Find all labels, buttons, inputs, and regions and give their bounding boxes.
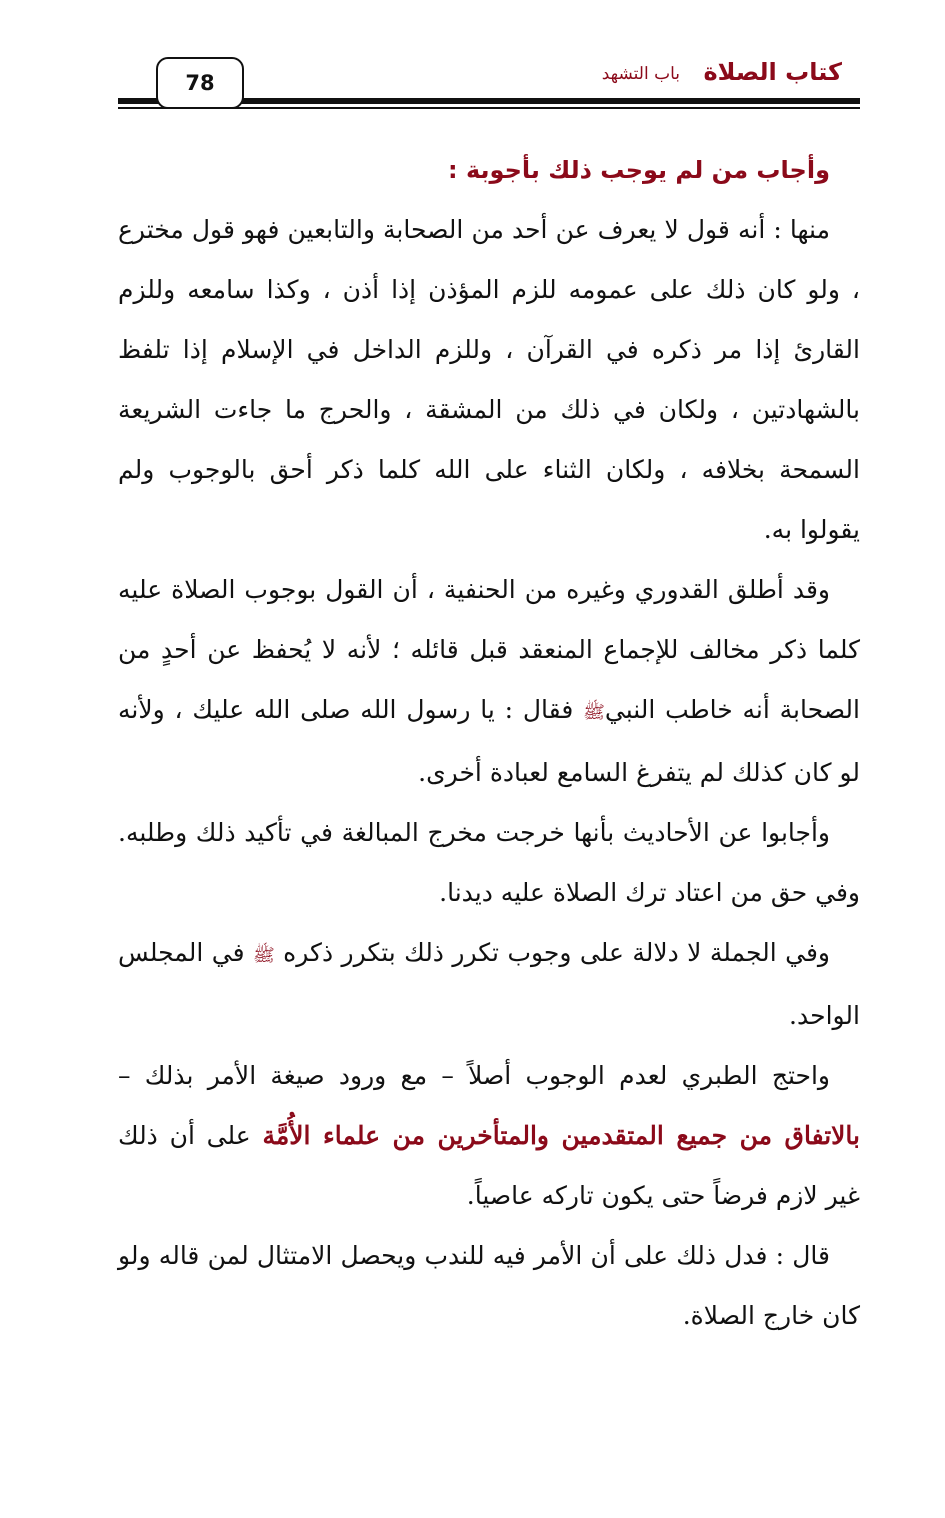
paragraph-2-part-b: فقال : يا رسول الله صلى الله عليك ، ولأنه لو كان كذلك لم يتفرغ السامع لعبادة أخرى. [118, 695, 860, 787]
salawat-symbol: ﷺ [252, 945, 275, 966]
paragraph-5-part-a: واحتج الطبري لعدم الوجوب أصلاً – مع ورود صيغة الأمر بذلك – [118, 1061, 830, 1090]
paragraph-5-part-b: على أن ذلك غير لازم فرضاً حتى يكون تاركه عاصياً. [118, 1121, 860, 1210]
page-body [118, 140, 860, 1346]
paragraph-2 [118, 560, 860, 803]
paragraph-1: منها : أنه قول لا يعرف عن أحد من الصحابة والتابعين فهو قول مخترع ، ولو كان ذلك على عمومه للزم المؤذن إذا أذن ، وكذا سامعه وللزم القارئ إذا مر ذكره في القرآن ، وللزم الداخل في الإسلام إذا تلفظ بالشهادتين ، ولكان في ذلك من المشقة ، والحرج ما جاءت الشريعة السمحة بخلافه ، ولكان الثناء على الله كلما ذكر أحق بالوجوب ولم يقولوا به. [118, 215, 860, 544]
paragraph-3: وأجابوا عن الأحاديث بأنها خرجت مخرج المبالغة في تأكيد ذلك وطلبه. وفي حق من اعتاد ترك الصلاة عليه ديدنا. [118, 818, 860, 907]
highlighted-phrase: بالاتفاق من جميع المتقدمين والمتأخرين من علماء الأُمَّة [262, 1121, 861, 1150]
page-number-text: 78 [185, 71, 215, 95]
book-title: كتاب الصلاة [703, 58, 842, 86]
page-header [0, 0, 945, 130]
section-heading [118, 140, 860, 200]
page-number [156, 57, 244, 109]
section-heading-text: وأجاب من لم يوجب ذلك بأجوبة : [448, 156, 830, 184]
paragraph-6: قال : فدل ذلك على أن الأمر فيه للندب ويحصل الامتثال لمن قاله ولو كان خارج الصلاة. [118, 1241, 860, 1330]
paragraph-4-part-a: وفي الجملة لا دلالة على وجوب تكرر ذلك بتكرر ذكره [283, 938, 830, 967]
paragraph-4-part-b: في المجلس الواحد. [118, 938, 860, 1030]
chapter-title: باب التشهد [601, 64, 680, 84]
paragraph-2-part-a: وقد أطلق القدوري وغيره من الحنفية ، أن القول بوجوب الصلاة عليه كلما ذكر مخالف للإجماع المنعقد قبل قائله ؛ لأنه لا يُحفظ عن أحدٍ من الصحابة أنه خاطب النبي [118, 575, 860, 724]
paragraph-5 [118, 1046, 860, 1226]
salawat-symbol: ﷺ [583, 702, 605, 723]
paragraph-4 [118, 923, 860, 1046]
